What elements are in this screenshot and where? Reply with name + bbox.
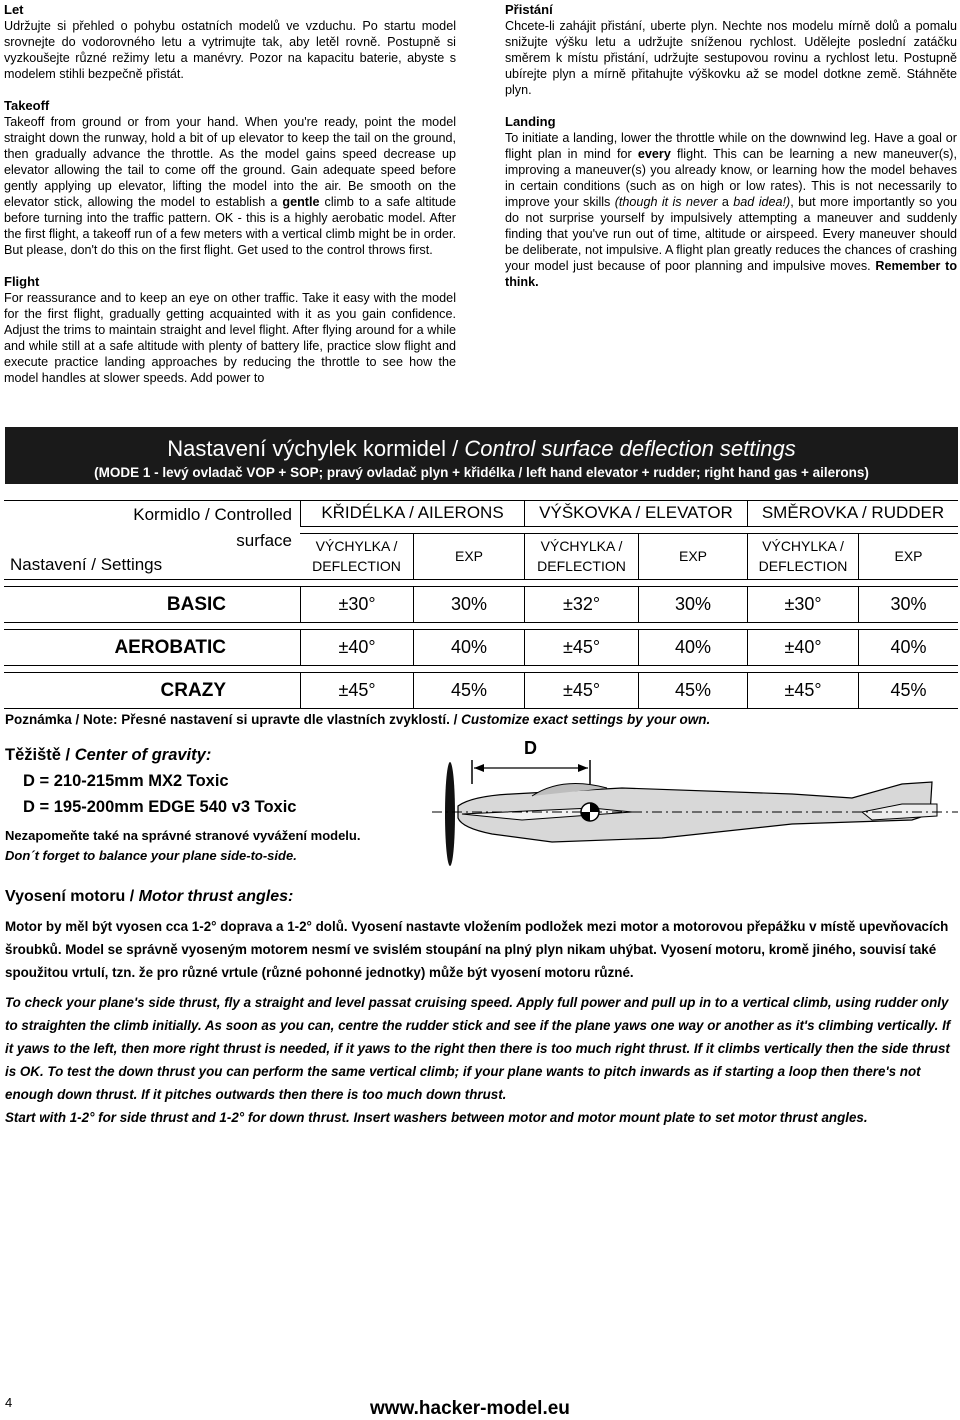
right-column (505, 2, 957, 306)
section-title: Flight (4, 274, 40, 289)
left-column (4, 2, 456, 402)
group-header-rudder: SMĚROVKA / RUDDER (747, 500, 958, 527)
cell: ±32° (524, 586, 638, 623)
dimension-label: D (524, 738, 537, 758)
group-header-elevator: VÝŠKOVKA / ELEVATOR (524, 500, 747, 527)
cog-title-en: Center of gravity: (74, 746, 212, 764)
cog-line: D = 195-200mm EDGE 540 v3 Toxic (23, 798, 297, 816)
subheader-deflection-line2: DEFLECTION (537, 558, 626, 575)
cell: ±30° (747, 586, 858, 623)
cell: 40% (858, 629, 958, 666)
motor-text-en-2: Start with 1-2° for side thrust and 1-2° for down thrust. Insert washers between motor and motor mount plate to set motor thrust angles. (5, 1110, 868, 1125)
cell: 45% (638, 672, 747, 709)
emphasis: Remember to think. (505, 259, 958, 289)
motor-text-cz: Motor by měl být vyosen cca 1-2° doprava a 1-2° dolů. Vyosení nastavte vložením podložek mezi motor a motorovou přepážku v místě upevňovacích šroubků. Model se správně vyoseným motorem nesmí ve svislém stoupání na plný plyn nikam uhýbat. Vyosení motoru, kromě jiného, souvisí také spoužitou vrtulí, tzn. že pro různé vrtule (různé pohonné jednotky) může být vyosení motoru různé. (5, 919, 949, 980)
section-text: Udržujte si přehled o pohybu ostatních modelů ve vzduchu. Po startu model srovnejte do vodorovného letu a vytrimujte tak, aby letěl rovně. Postupně si vyzkoušejte různé režimy letu a manévry. Pozor na kapacitu baterie, abyste s modelem stihli bezpečně přistát. (4, 19, 456, 81)
cell: ±45° (747, 672, 858, 709)
cell: 40% (413, 629, 524, 666)
subheader-deflection-line1: VÝCHYLKA / (540, 538, 623, 555)
subheader-exp: EXP (413, 533, 524, 580)
subheader-deflection (524, 533, 638, 580)
note-en: Customize exact settings by your own. (461, 712, 711, 727)
subheader-deflection-line2: DEFLECTION (758, 558, 848, 575)
section-text (4, 114, 456, 258)
page-number: 4 (5, 1395, 13, 1410)
section-let (4, 2, 456, 82)
text-span: flight. This can be learning a new maneuver(s), improving a maneuver(s) you already know, or learning how the model behaves in certain conditions (such as on high or low rates). This is not necessarily to improve your skills (505, 147, 958, 209)
motor-title (5, 888, 293, 906)
subheader-deflection (300, 533, 413, 580)
cell: ±45° (300, 672, 413, 709)
settings-note (5, 712, 710, 727)
table-corner-cell (4, 500, 300, 580)
cell: ±30° (300, 586, 413, 623)
corner-mid-label: surface (236, 531, 292, 550)
cell: ±45° (524, 629, 638, 666)
cell: 40% (638, 629, 747, 666)
cell: 30% (858, 586, 958, 623)
plane-cog-diagram (432, 738, 960, 868)
table-row (4, 586, 958, 623)
emphasis: gentle (282, 195, 320, 209)
subheader-exp: EXP (858, 533, 958, 580)
band-title (5, 434, 958, 464)
arrow-right-icon (578, 764, 588, 772)
table-row (4, 672, 958, 709)
footer-url[interactable]: www.hacker-model.eu (370, 1398, 570, 1419)
section-title: Takeoff (4, 98, 50, 113)
section-text: For reassurance and to keep an eye on other traffic. Take it easy with the model for the first flight, gradually getting acquainted with it as you gain confidence. Adjust the trims to maintain straight and level flight. After flying around for a while and while still at a safe altitude with plenty of battery life, practice slow flight and execute practice landing approaches by reducing the throttle to see how the model handles at slower speeds. Add power to (4, 291, 456, 385)
motor-title-en: Motor thrust angles: (138, 888, 294, 905)
band-title-en: Control surface deflection settings (464, 436, 796, 461)
corner-bottom-label: Nastavení / Settings (10, 555, 163, 574)
table-header-row (4, 500, 958, 527)
subheader-exp: EXP (638, 533, 747, 580)
section-title: Let (4, 2, 24, 17)
settings-header-band (5, 427, 958, 484)
table-row (4, 629, 958, 666)
subheader-deflection-line2: DEFLECTION (312, 558, 401, 575)
text-span: a (721, 195, 729, 209)
text-span: , but more importantly so you do not surprise yourself by impulsively attempting a maneuver and suddenly finding that you've run out of time, altitude or airspeed. Every maneuver should be deliberate, not impulsive. A flight plan greatly reduces the chances of crashing your model just because of poor planning and impulsive moves. (505, 195, 958, 273)
row-name: AEROBATIC (4, 629, 300, 666)
emphasis: every (637, 147, 671, 161)
cog-title (5, 742, 296, 768)
text-span: climb to a safe altitude before turning into the traffic pattern. OK - this is a highly aerobatic model. After the first flight, a takeoff run of a few meters with a vertical climb might be in order. But please, don't do this on the first flight. Get used to the control throws first. (4, 195, 456, 257)
section-pristani (505, 2, 957, 98)
section-text: Chcete-li zahájit přistání, uberte plyn. Nechte nos modelu mírně dolů a pomalu snižujte výšku letu a udržujte sníženou rychlost. Udělejte poslední zatáčku směrem k místu přistání, udržujte sestupovou rovinu a rychlost letu. Postupně ubírejte plyn a mírně přitahujte výškovku až se model dotkne země. Stáhněte plyn. (505, 19, 957, 97)
corner-top-label: Kormidlo / Controlled (133, 505, 292, 524)
text-span: To initiate a landing, lower the throttle while on the downwind leg. Have a goal or flight plan in mind for (505, 131, 957, 161)
motor-text-en-1: To check your plane's side thrust, fly a straight and level passat cruising speed. Apply full power and pull up in to a vertical climb, using rudder only to straighten the climb initially. As soon as you can, centre the rudder stick and see if the plane yaws one way or another as it's climbing vertically. If it yaws to the left, then more right thrust is needed, if it yaws to the right then there is too much right thrust. If it climbs vertically then the side thrust is OK. To test the down thrust you can perform the same vertical climb; if your plane wants to pitch inwards as if starting a loop then there's not enough down thrust. If it pitches outwards then there is too much down thrust. (5, 995, 951, 1102)
band-subtitle: (MODE 1 - levý ovladač VOP + SOP; pravý ovladač plyn + křidélka / left hand elevator + rudder; right hand gas + ailerons) (94, 465, 869, 480)
cog-line: D = 210-215mm MX2 Toxic (23, 772, 229, 790)
cell: 30% (413, 586, 524, 623)
section-text (505, 130, 957, 290)
section-landing (505, 114, 957, 290)
cell: ±45° (524, 672, 638, 709)
row-name: CRAZY (4, 672, 300, 709)
section-title: Landing (505, 114, 556, 129)
balance-note (5, 826, 360, 866)
balance-cz: Nezapomeňte také na správné stranové vyvážení modelu. (5, 828, 361, 843)
band-title-cz: Nastavení výchylek kormidel / (167, 436, 465, 461)
arrow-left-icon (474, 764, 484, 772)
emphasis: (though it is never (614, 195, 718, 209)
subheader-deflection-line1: VÝCHYLKA / (315, 538, 398, 555)
propeller-icon (445, 762, 455, 866)
section-flight (4, 274, 456, 386)
note-cz: Poznámka / Note: Přesné nastavení si upravte dle vlastních zvyklostí. / (5, 712, 462, 727)
group-header-ailerons: KŘIDÉLKA / AILERONS (300, 500, 524, 527)
subheader-deflection (747, 533, 858, 580)
cell: ±40° (747, 629, 858, 666)
motor-title-cz: Vyosení motoru / (5, 888, 139, 905)
deflection-table (4, 494, 958, 715)
cog-title-cz: Těžiště / (5, 746, 75, 764)
section-title: Přistání (505, 2, 553, 17)
row-name: BASIC (4, 586, 300, 623)
text-span: Takeoff from ground or from your hand. When you're ready, point the model straight down the runway, hold a bit of up elevator to keep the tail on the ground, then gradually advance the throttle. As the model gains speed decrease up elevator allowing the tail to come off the ground. Gain adequate speed before gently applying up elevator, lifting the model into the air. Be smooth on the elevator stick, allowing the model to establish a (4, 115, 456, 209)
subheader-deflection-line1: VÝCHYLKA / (762, 538, 844, 555)
section-takeoff (4, 98, 456, 258)
cell: 45% (858, 672, 958, 709)
emphasis: bad idea!) (733, 195, 791, 209)
center-of-gravity (5, 742, 296, 820)
cell: ±40° (300, 629, 413, 666)
motor-text-en (5, 991, 957, 1129)
cell: 45% (413, 672, 524, 709)
balance-en: Don´t forget to balance your plane side-to-side. (5, 848, 297, 863)
cell: 30% (638, 586, 747, 623)
